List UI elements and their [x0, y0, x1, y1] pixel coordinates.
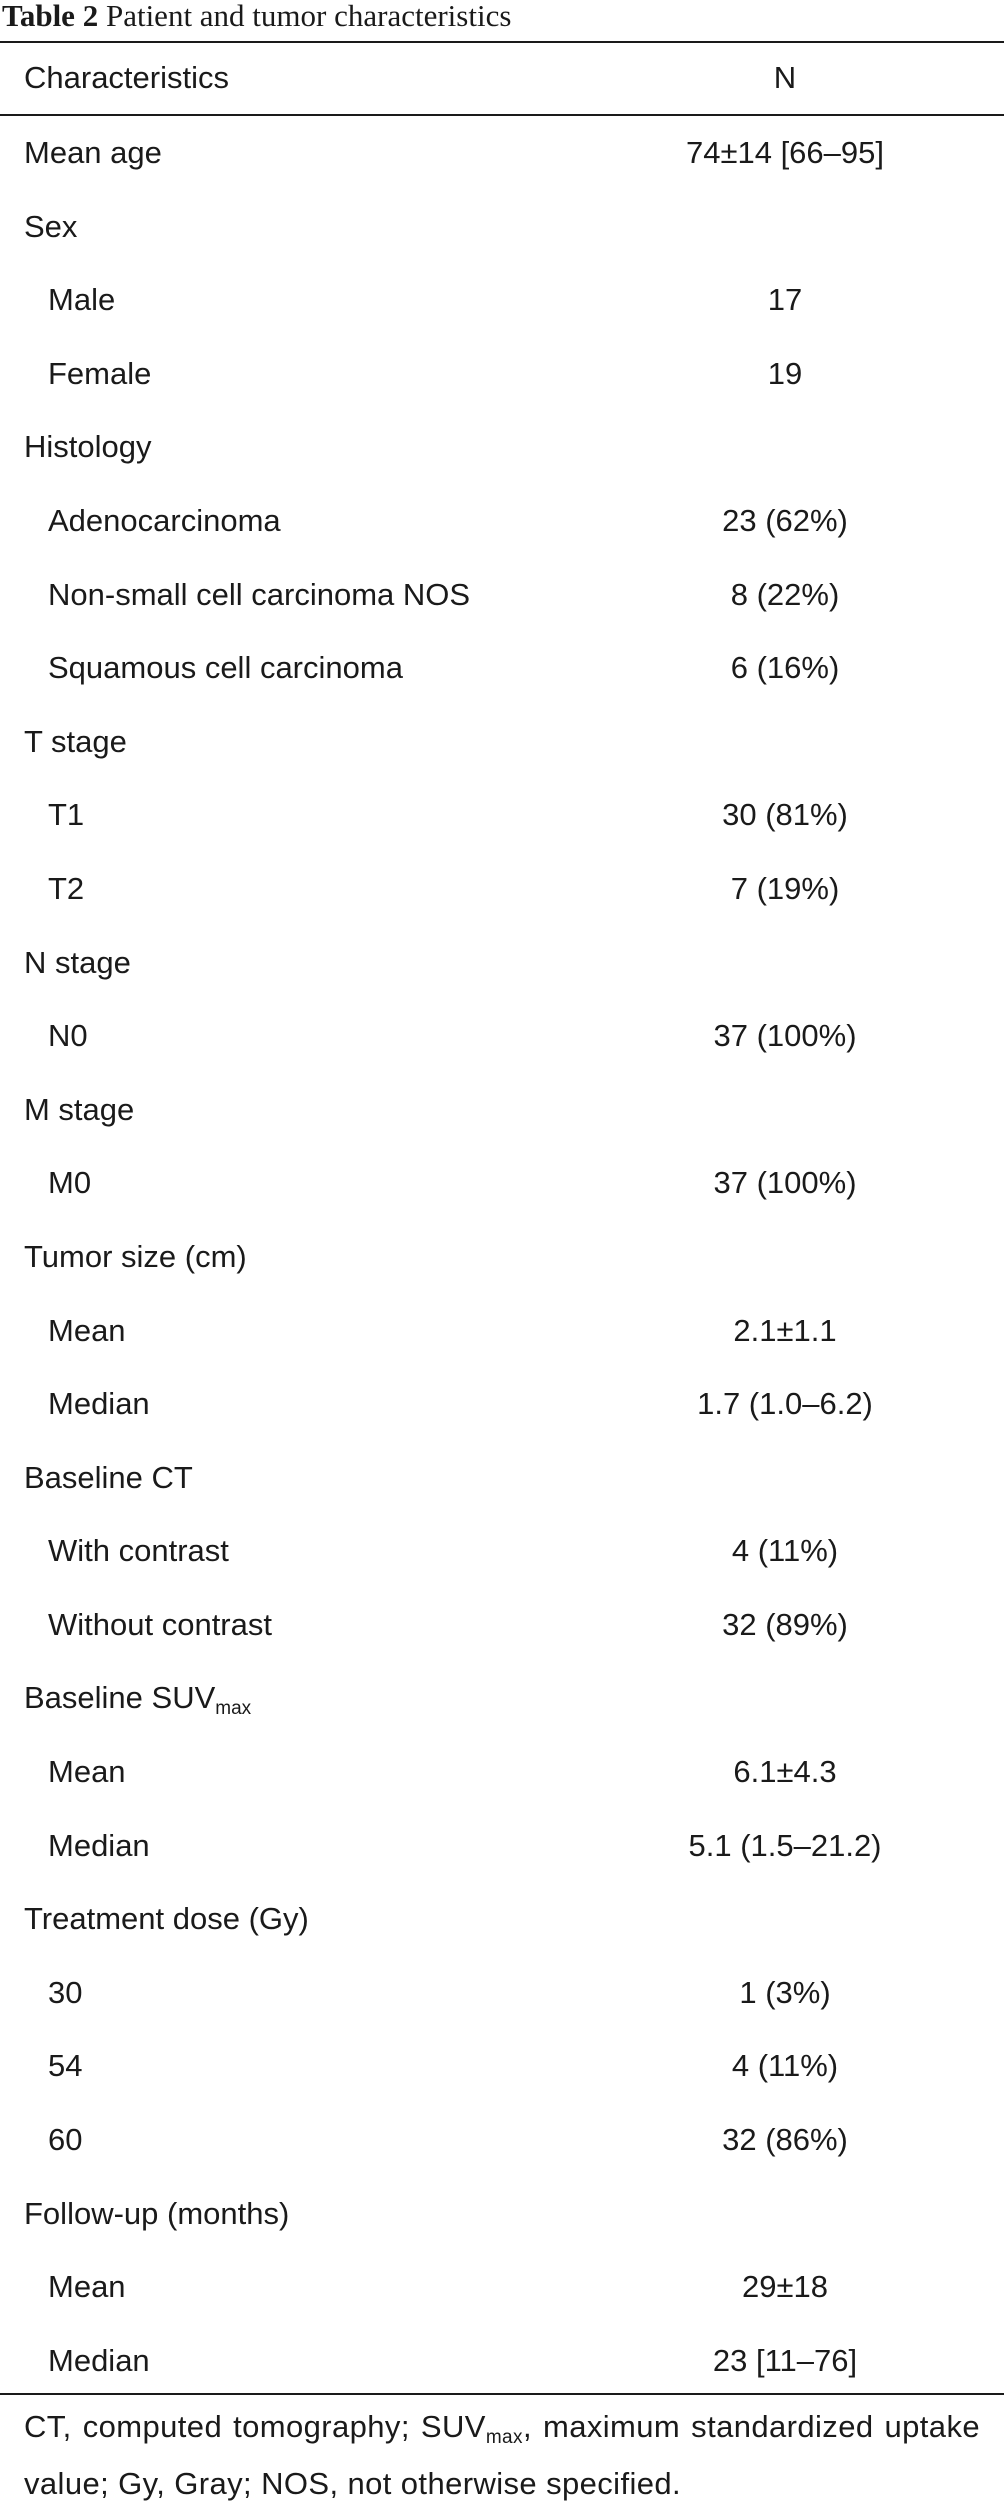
table-row [0, 1073, 1004, 1147]
table-subrow [0, 2103, 1004, 2177]
table-body [0, 116, 1004, 2397]
row-label [24, 2177, 289, 2251]
table-subrow [0, 631, 1004, 705]
row-label-text: Baseline SUV [24, 1680, 216, 1716]
row-label [48, 2029, 82, 2103]
table-row [0, 1882, 1004, 1956]
row-label-text: T stage [24, 723, 127, 759]
row-label [24, 926, 131, 1000]
row-label-text: Female [48, 355, 152, 391]
row-label-text: Median [48, 2342, 150, 2378]
row-value: 6.1±4.3 [733, 1754, 837, 1790]
table-subrow [0, 263, 1004, 337]
row-label [48, 558, 470, 632]
table-subrow [0, 1367, 1004, 1441]
row-label [48, 1809, 150, 1883]
row-label-text: Adenocarcinoma [48, 502, 281, 538]
row-label-text: Without contrast [48, 1606, 272, 1642]
row-value: 4 (11%) [731, 1533, 839, 1569]
row-value: 6 (16%) [730, 650, 840, 686]
row-value: 8 (22%) [730, 576, 840, 612]
row-value: 7 (19%) [730, 870, 840, 906]
row-label-text: T2 [48, 870, 85, 906]
table-row [0, 1220, 1004, 1294]
table-subrow [0, 484, 1004, 558]
table-subrow [0, 852, 1004, 926]
row-label [48, 631, 403, 705]
row-label-text: Mean [48, 1312, 126, 1348]
table-footnote [24, 2404, 980, 2507]
row-label [48, 852, 84, 926]
row-label [48, 1367, 150, 1441]
row-label [48, 1146, 91, 1220]
row-label-text: Histology [24, 429, 152, 465]
row-value: 1.7 (1.0–6.2) [697, 1386, 873, 1422]
row-label [24, 1882, 309, 1956]
table-subrow [0, 2029, 1004, 2103]
row-value: 29±18 [742, 2269, 828, 2305]
row-label [48, 999, 88, 1073]
row-label-text: Treatment dose (Gy) [24, 1901, 309, 1937]
row-label-text: Mean age [24, 135, 162, 170]
table-subrow [0, 2324, 1004, 2398]
row-label [48, 1735, 126, 1809]
table-row [0, 926, 1004, 1000]
row-label [24, 190, 77, 264]
table-row [0, 2177, 1004, 2251]
footnote-text-1: CT, computed tomography; SUV [24, 2409, 486, 2444]
row-label-text: Baseline CT [24, 1459, 193, 1495]
row-value: 2.1±1.1 [733, 1312, 837, 1348]
footnote-text-2: , maximum standardized uptake value; Gy, Gray; NOS, not otherwise specified. [24, 2409, 980, 2501]
row-label [48, 1956, 82, 2030]
bottom-rule [0, 2393, 1004, 2395]
footnote-subscript: max [485, 2427, 523, 2448]
row-label-text: M0 [48, 1165, 92, 1201]
table-subrow [0, 1809, 1004, 1883]
table-subrow [0, 999, 1004, 1073]
row-label [48, 1514, 229, 1588]
table-header-row [0, 43, 1004, 114]
table-row [0, 1661, 1004, 1735]
table-subrow [0, 1735, 1004, 1809]
row-label-text: Median [48, 1827, 150, 1863]
row-label [48, 484, 281, 558]
row-value: 23 (62%) [722, 502, 848, 538]
row-label-text: Follow-up (months) [24, 2195, 290, 2231]
row-label-text: 60 [48, 2122, 83, 2158]
row-label [24, 1220, 247, 1294]
row-value: 30 (81%) [722, 797, 848, 833]
table-caption: Patient and tumor characteristics [105, 0, 512, 33]
row-label-text: N stage [24, 944, 131, 980]
row-label-text: Mean [48, 2269, 126, 2305]
row-label [48, 778, 84, 852]
row-label-subscript: max [215, 1698, 252, 1720]
header-characteristics: Characteristics [24, 60, 229, 95]
table-subrow [0, 2250, 1004, 2324]
row-label [24, 116, 162, 190]
row-label [48, 337, 151, 411]
row-value: 32 (86%) [722, 2122, 848, 2158]
row-label [48, 1294, 126, 1368]
row-value: 4 (11%) [731, 2048, 839, 2084]
row-label-text: Median [48, 1386, 150, 1422]
row-label-text: With contrast [48, 1533, 229, 1569]
row-label [48, 2324, 150, 2398]
header-n: N [773, 60, 797, 95]
row-label [24, 705, 127, 779]
table-subrow [0, 1588, 1004, 1662]
table-title [2, 0, 511, 38]
row-label-text: Tumor size (cm) [24, 1238, 247, 1274]
row-value: 19 [767, 355, 803, 391]
row-label-text: Squamous cell carcinoma [48, 650, 403, 686]
row-label-text: 30 [48, 1974, 83, 2010]
row-label [24, 1661, 251, 1746]
table-subrow [0, 337, 1004, 411]
row-label [48, 263, 115, 337]
table-subrow [0, 1514, 1004, 1588]
row-label-text: Male [48, 282, 116, 318]
row-value: 74±14 [66–95] [685, 135, 885, 170]
row-label [48, 1588, 272, 1662]
row-label-text: M stage [24, 1091, 135, 1127]
table-subrow [0, 778, 1004, 852]
row-label-text: Sex [24, 208, 78, 244]
row-label-text: Mean [48, 1754, 126, 1790]
row-label [48, 2103, 82, 2177]
row-label-text: Non-small cell carcinoma NOS [48, 576, 471, 612]
table-row [0, 705, 1004, 779]
row-label [24, 1441, 193, 1515]
table-number: Table 2 [2, 0, 99, 33]
row-label [24, 1073, 134, 1147]
table-subrow [0, 558, 1004, 632]
row-value: 37 (100%) [713, 1165, 857, 1201]
table-row [0, 410, 1004, 484]
row-label [48, 2250, 126, 2324]
row-label-text: N0 [48, 1018, 88, 1054]
row-value: 32 (89%) [722, 1606, 848, 1642]
row-label-text: T1 [48, 797, 85, 833]
row-value: 23 [11–76] [712, 2342, 858, 2378]
row-label [24, 410, 152, 484]
table-row [0, 190, 1004, 264]
row-label-text: 54 [48, 2048, 83, 2084]
table-subrow [0, 1294, 1004, 1368]
row-value: 17 [767, 282, 803, 318]
table-row [0, 116, 1004, 190]
row-value: 1 (3%) [739, 1974, 831, 2010]
table-subrow [0, 1146, 1004, 1220]
row-value: 5.1 (1.5–21.2) [688, 1827, 882, 1863]
row-value: 37 (100%) [713, 1018, 857, 1054]
table-row [0, 1441, 1004, 1515]
table-subrow [0, 1956, 1004, 2030]
